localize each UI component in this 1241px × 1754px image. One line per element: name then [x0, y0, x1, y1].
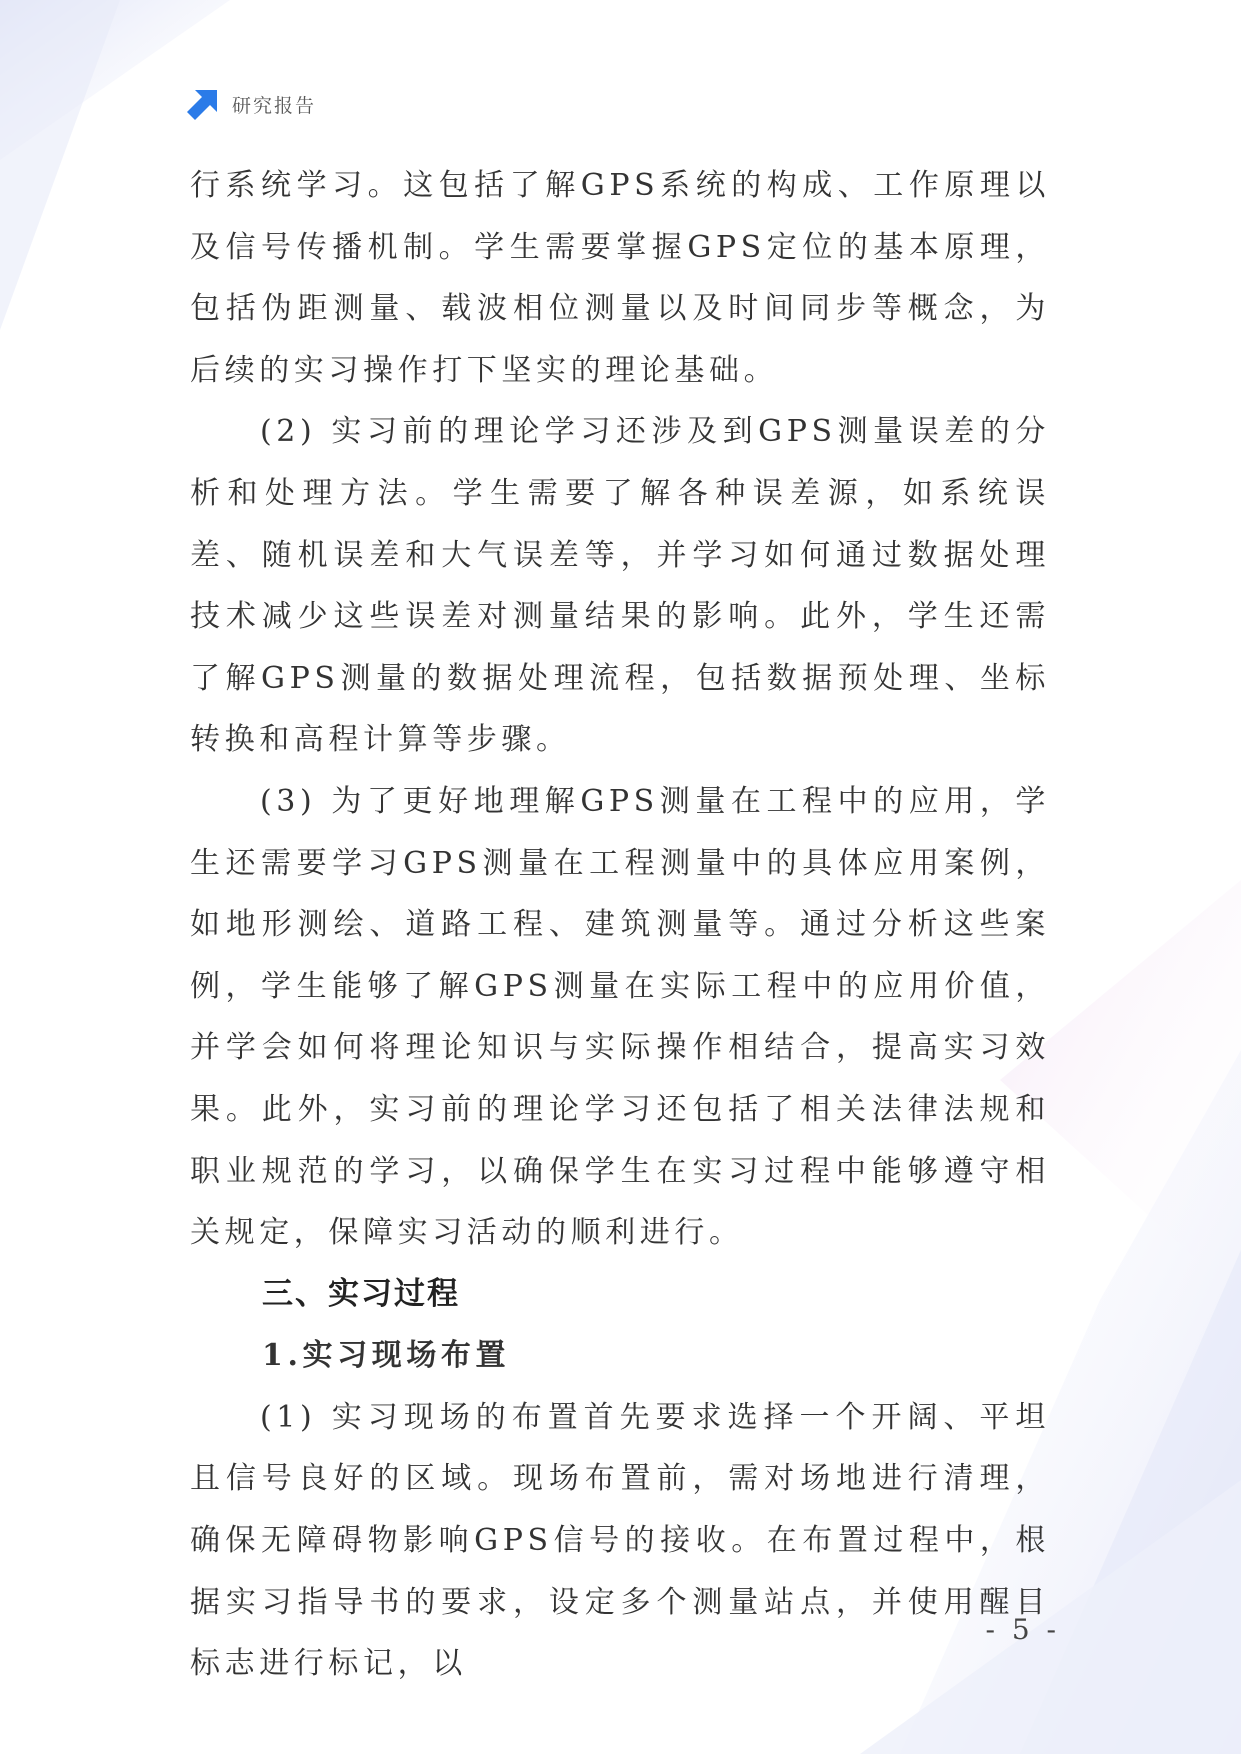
body-paragraph: (3) 为了更好地理解GPS测量在工程中的应用，学生还需要学习GPS测量在工程测量中的具体应用案例，如地形测绘、道路工程、建筑测量等。通过分析这些案例，学生能够了解GPS测量在实际工程中的应用价值，并学会如何将理论知识与实际操作相结合，提高实习效果。此外，实习前的理论学习还包括了相关法律法规和职业规范的学习，以确保学生在实习过程中能够遵守相关规定，保障实习活动的顺利进行。 [190, 783, 1050, 1251]
page-number: - 5 - [985, 1613, 1060, 1646]
sub-heading: 1.实习现场布置 [262, 1338, 511, 1374]
body-paragraph: 行系统学习。这包括了解GPS系统的构成、工作原理以及信号传播机制。学生需要掌握GPS定位的基本原理，包括伪距测量、载波相位测量以及时间同步等概念，为后续的实习操作打下坚实的理论基础。 [190, 168, 1050, 388]
report-header [186, 86, 316, 122]
section-heading: 三、实习过程 [262, 1275, 460, 1312]
header-title: 研究报告 [232, 94, 317, 117]
body-paragraph: (1) 实习现场的布置首先要求选择一个开阔、平坦且信号良好的区域。现场布置前，需对场地进行清理，确保无障碍物影响GPS信号的接收。在布置过程中，根据实习指导书的要求，设定多个测量站点，并使用醒目标志进行标记，以 [190, 1399, 1050, 1682]
body-paragraph: (2) 实习前的理论学习还涉及到GPS测量误差的分析和处理方法。学生需要了解各种误差源，如系统误差、随机误差和大气误差等，并学习如何通过数据处理技术减少这些误差对测量结果的影响。此外，学生还需了解GPS测量的数据处理流程，包括数据预处理、坐标转换和高程计算等步骤。 [190, 414, 1050, 758]
arrow-up-right-icon [186, 87, 220, 121]
document-body [190, 155, 1050, 1695]
